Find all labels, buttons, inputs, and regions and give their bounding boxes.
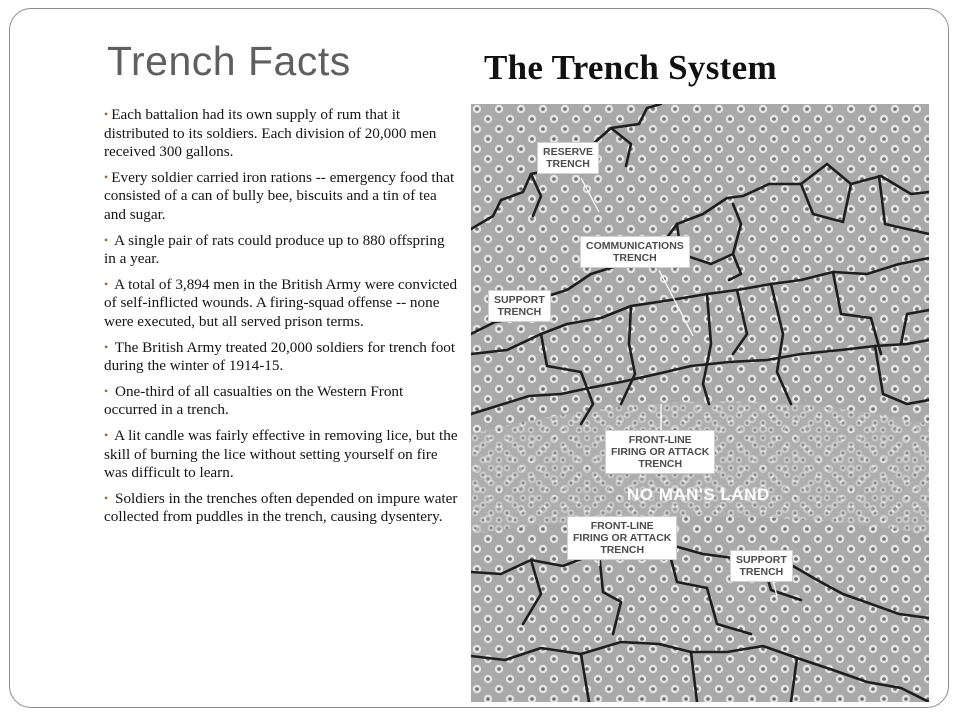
label-line: TRENCH xyxy=(600,544,645,556)
bullet-icon: • xyxy=(104,490,109,505)
fact-item xyxy=(104,490,460,527)
label-line: FIRING OR ATTACK xyxy=(611,446,710,458)
frontline-trench-label-top xyxy=(605,430,715,474)
fact-item xyxy=(104,383,460,420)
frontline-trench-label-bottom xyxy=(567,516,677,560)
fact-text: A lit candle was fairly effective in removing lice, but the skill of burning the lice without setting yourself on fire was difficult to learn. xyxy=(104,426,458,482)
bullet-icon: • xyxy=(104,339,109,354)
bullet-icon: • xyxy=(104,427,109,442)
reserve-trench-label xyxy=(537,142,599,174)
trench-map-drawing xyxy=(471,104,929,702)
label-line: FRONT-LINE xyxy=(590,520,654,532)
fact-text: The British Army treated 20,000 soldiers for trench foot during the winter of 1914-15. xyxy=(104,338,456,375)
support-trench-label-top xyxy=(488,290,551,322)
label-line: FIRING OR ATTACK xyxy=(573,532,672,544)
label-line: TRENCH xyxy=(638,458,683,470)
bullet-icon: • xyxy=(104,276,109,291)
no-mans-land-label: NO MAN'S LAND xyxy=(627,485,770,504)
fact-item xyxy=(104,169,460,225)
trench-system-title: The Trench System xyxy=(484,48,777,87)
fact-item xyxy=(104,427,460,483)
trench-system-diagram xyxy=(471,104,929,702)
fact-text: A total of 3,894 men in the British Army were convicted of self-inflicted wounds. A firing-squad offense -- none were executed, but all served prison terms. xyxy=(104,275,458,330)
slide-title: Trench Facts xyxy=(107,38,351,84)
label-line: TRENCH xyxy=(613,252,657,264)
bullet-icon: • xyxy=(104,383,109,398)
label-line: FRONT-LINE xyxy=(628,434,692,446)
fact-text: Every soldier carried iron rations -- emergency food that consisted of a can of bully bee, biscuits and a tin of tea and sugar. xyxy=(104,168,455,223)
fact-item xyxy=(104,276,460,332)
bullet-icon: • xyxy=(104,232,109,247)
support-trench-label-bottom xyxy=(730,550,793,582)
fact-item xyxy=(104,339,460,376)
label-line: SUPPORT xyxy=(736,554,787,566)
label-line: RESERVE xyxy=(543,146,593,158)
fact-text: Each battalion had its own supply of rum that it distributed to its soldiers. Each division of 20,000 men received 300 gallons. xyxy=(104,106,437,161)
label-line: TRENCH xyxy=(497,306,542,318)
trench-facts-list xyxy=(104,106,460,534)
fact-text: A single pair of rats could produce up to 880 offspring in a year. xyxy=(104,231,445,268)
label-line: SUPPORT xyxy=(494,294,545,306)
label-line: COMMUNICATIONS xyxy=(586,240,684,252)
bullet-icon: • xyxy=(104,169,109,184)
fact-item xyxy=(104,232,460,269)
fact-text: One-third of all casualties on the Western Front occurred in a trench. xyxy=(104,382,404,419)
fact-text: Soldiers in the trenches often depended on impure water collected from puddles in the trench, causing dysentery. xyxy=(104,489,458,526)
label-line: TRENCH xyxy=(546,158,590,170)
communications-trench-label xyxy=(580,236,690,268)
label-line: TRENCH xyxy=(739,566,784,578)
bullet-icon: • xyxy=(104,107,109,121)
fact-item xyxy=(104,106,460,162)
